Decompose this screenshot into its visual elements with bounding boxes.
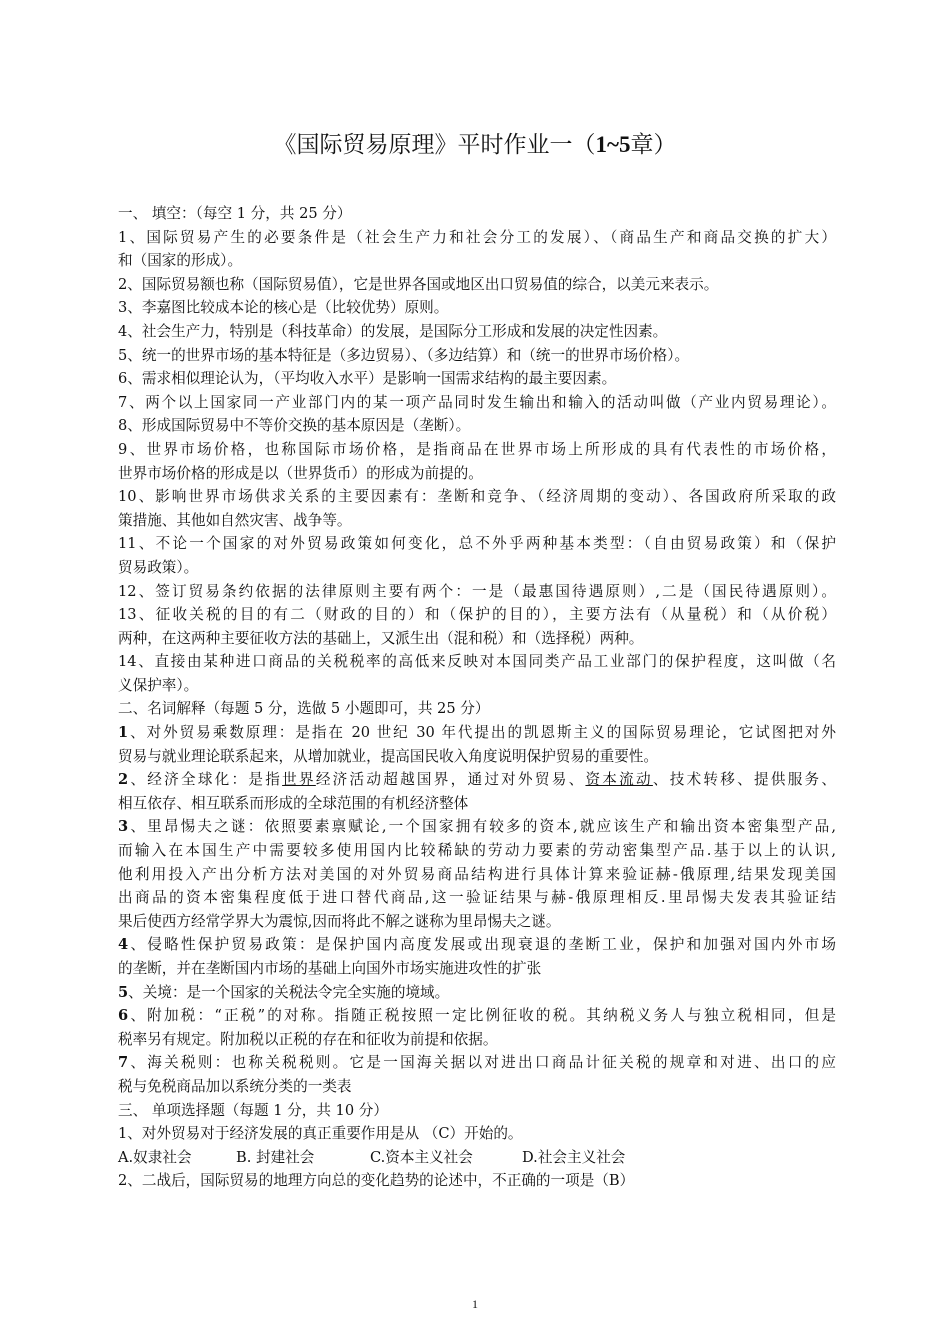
line-text: 10、影响世界市场供求关系的主要因素有：垄断和竞争、（经济周期的变动）、各国政府所采取的政 xyxy=(118,488,836,506)
line-text: 义保护率）。 xyxy=(118,676,199,694)
line-text: 策措施、其他如自然灾害、战争等。 xyxy=(118,511,352,529)
line-text: 4、社会生产力，特别是（科技革命）的发展，是国际分工形成和发展的决定性因素。 xyxy=(118,322,668,340)
line-text: 出商品的资本密集程度低于进口替代商品,这一验证结果与赫-俄原理相反.里昂惕夫发表其验证结 xyxy=(118,889,836,907)
text-line xyxy=(118,414,836,438)
title-chapter-range: 1~5 xyxy=(595,132,631,157)
line-text: 、海关税则：也称关税税则。它是一国海关据以对进出口商品计征关税的规章和对进、出口的应 xyxy=(128,1054,836,1072)
text-line xyxy=(118,226,836,250)
text-line xyxy=(118,367,836,391)
line-text: 5、统一的世界市场的基本特征是（多边贸易）、（多边结算）和（统一的世界市场价格）。 xyxy=(118,346,690,364)
line-text: 12、签订贸易条约依据的法律原则主要有两个：一是（最惠国待遇原则）,二是（国民待遇原则）。 xyxy=(118,582,836,600)
text-line xyxy=(118,556,836,580)
text-line xyxy=(118,1004,836,1028)
line-text: 三、 单项选择题（每题 1 分，共 10 分） xyxy=(118,1101,388,1119)
text-line xyxy=(118,886,836,910)
item-number: 7 xyxy=(118,1054,129,1072)
item-number: 5 xyxy=(118,983,129,1001)
text-line xyxy=(118,485,836,509)
line-text: 6、需求相似理论认为，（平均收入水平）是影响一国需求结构的最主要因素。 xyxy=(118,370,617,388)
line-text: 、附加税：“正税”的对称。指随正税按照一定比例征收的税。其纳税义务人与独立税相同，但是 xyxy=(128,1007,836,1025)
text-line xyxy=(118,202,836,226)
line-text: 11、不论一个国家的对外贸易政策如何变化，总不外乎两种基本类型：（自由贸易政策）和（保护 xyxy=(118,535,836,553)
item-number: 3 xyxy=(118,818,129,836)
line-text: 、关境：是一个国家的关税法令完全实施的境域。 xyxy=(128,983,450,1001)
item-number: 4 xyxy=(118,936,129,954)
line-text: 、里昂惕夫之谜：依照要素禀赋论,一个国家拥有较多的资本,就应该生产和输出资本密集型产品, xyxy=(128,818,836,836)
text-line xyxy=(118,650,836,674)
line-text: 、技术转移、提供服务、 xyxy=(652,771,836,789)
item-number: 2 xyxy=(118,771,129,789)
line-text: 、经济全球化：是指 xyxy=(128,771,283,789)
text-line xyxy=(118,792,836,816)
underlined-term: 世界 xyxy=(282,771,316,789)
line-text: 13、征收关税的目的有二（财政的目的）和（保护的目的），主要方法有（从量税）和（从价税） xyxy=(118,606,836,624)
text-line xyxy=(118,1099,836,1123)
line-text: 他利用投入产出分析方法对美国的对外贸易商品结构进行具体计算来验证赫-俄原理,结果发现美国 xyxy=(118,865,836,883)
item-number: 6 xyxy=(118,1007,129,1025)
text-line xyxy=(118,674,836,698)
item-number: 1 xyxy=(118,724,129,742)
page-number: 1 xyxy=(472,1297,478,1311)
line-text: 7、两个以上国家同一产业部门内的某一项产品同时发生输出和输入的活动叫做（产业内贸易理论）。 xyxy=(118,393,836,411)
text-line xyxy=(118,273,836,297)
line-text: 贸易政策）。 xyxy=(118,558,199,576)
line-text: 而输入在本国生产中需要较多使用国内比较稀缺的劳动力要素的劳动密集型产品.基于以上的认识, xyxy=(118,842,836,860)
line-text: 相互依存、相互联系而形成的全球范围的有机经济整体 xyxy=(118,794,469,812)
title-text-before: 《国际贸易原理》平时作业一（ xyxy=(273,132,596,158)
text-line xyxy=(118,981,836,1005)
text-line xyxy=(118,391,836,415)
text-line xyxy=(118,249,836,273)
choice-option: D.社会主义社会 xyxy=(522,1148,626,1166)
line-text: 税率另有规定。附加税以正税的存在和征收为前提和依据。 xyxy=(118,1030,498,1048)
text-line xyxy=(118,768,836,792)
choice-options-row xyxy=(118,1146,836,1170)
text-line xyxy=(118,580,836,604)
line-text: 一、 填空：（每空 1 分，共 25 分） xyxy=(118,205,352,222)
line-text: 贸易与就业理论联系起来，从增加就业，提高国民收入角度说明保护贸易的重要性。 xyxy=(118,747,658,765)
text-line xyxy=(118,1075,836,1099)
text-line xyxy=(118,933,836,957)
text-line xyxy=(118,1028,836,1052)
line-text: 1、国际贸易产生的必要条件是（社会生产力和社会分工的发展）、（商品生产和商品交换的扩大） xyxy=(118,228,836,246)
text-line xyxy=(118,1122,836,1146)
text-line xyxy=(118,721,836,745)
line-text: 、侵略性保护贸易政策：是保护国内高度发展或出现衰退的垄断工业，保护和加强对国内外市场 xyxy=(128,936,836,954)
text-line xyxy=(118,863,836,887)
text-line xyxy=(118,509,836,533)
page-title xyxy=(0,128,950,162)
text-line xyxy=(118,320,836,344)
text-line xyxy=(118,910,836,934)
text-line xyxy=(118,462,836,486)
text-line xyxy=(118,1051,836,1075)
line-text: 1、对外贸易对于经济发展的真正重要作用是从 （C）开始的。 xyxy=(118,1125,523,1143)
title-text-after: 章） xyxy=(630,132,677,158)
line-text: 8、形成国际贸易中不等价交换的基本原因是（垄断）。 xyxy=(118,417,471,435)
text-line xyxy=(118,627,836,651)
text-line xyxy=(118,697,836,721)
underlined-term: 资本流动 xyxy=(585,771,653,789)
line-text: 2、国际贸易额也称（国际贸易值），它是世界各国或地区出口贸易值的综合，以美元来表示。 xyxy=(118,275,719,293)
question-line: 2、二战后，国际贸易的地理方向总的变化趋势的论述中，不正确的一项是（B） xyxy=(118,1172,635,1190)
line-text: 9、世界市场价格，也称国际市场价格，是指商品在世界市场上所形成的具有代表性的市场价格， xyxy=(118,440,836,458)
line-text: 世界市场价格的形成是以（世界货币）的形成为前提的。 xyxy=(118,464,483,482)
text-line xyxy=(118,438,836,462)
document-body xyxy=(118,202,836,1193)
line-text: 税与免税商品加以系统分类的一类表 xyxy=(118,1077,352,1095)
text-line xyxy=(118,957,836,981)
line-text: 二、名词解释（每题 5 分，选做 5 小题即可，共 25 分） xyxy=(118,700,490,718)
line-text: 的垄断，并在垄断国内市场的基础上向国外市场实施进攻性的扩张 xyxy=(118,960,542,977)
line-text: 、对外贸易乘数原理：是指在 20 世纪 30 年代提出的凯恩斯主义的国际贸易理论，它试图把对外 xyxy=(128,724,836,742)
choice-option: B. 封建社会 xyxy=(236,1148,315,1166)
choice-option: C.资本主义社会 xyxy=(370,1148,473,1166)
line-text: 经济活动超越国界，通过对外贸易、 xyxy=(315,771,586,789)
choice-option: A.奴隶社会 xyxy=(118,1148,192,1166)
text-line xyxy=(118,296,836,320)
line-text: 3、李嘉图比较成本论的核心是（比较优势）原则。 xyxy=(118,299,449,317)
text-line xyxy=(118,815,836,839)
text-line xyxy=(118,603,836,627)
text-line xyxy=(118,344,836,368)
text-line xyxy=(118,745,836,769)
line-text: 果后使西方经常学界大为震惊,因而将此不解之谜称为里昂惕夫之谜。 xyxy=(118,912,561,930)
line-text: 14、直接由某种进口商品的关税税率的高低来反映对本国同类产品工业部门的保护程度，这叫做（名 xyxy=(118,653,836,671)
text-line xyxy=(118,839,836,863)
line-text: 两种，在这两种主要征收方法的基础上，又派生出（混和税）和（选择税）两种。 xyxy=(118,629,644,647)
line-text: 和（国家的形成）。 xyxy=(118,252,243,270)
text-line xyxy=(118,532,836,556)
